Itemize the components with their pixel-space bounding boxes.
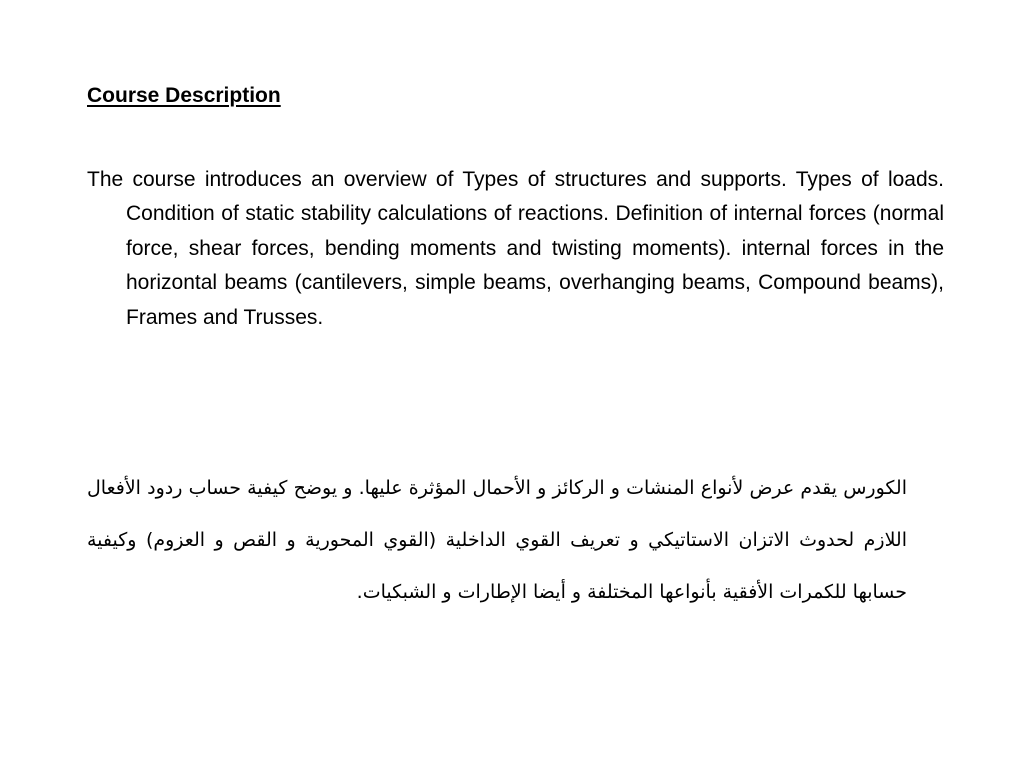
arabic-course-description: الكورس يقدم عرض لأنواع المنشات و الركائز و الأحمال المؤثرة عليها. و يوضح كيفية حساب ردود الأفعال اللازم لحدوث الاتزان الاستاتيكي و تعريف القوي الداخلية (القوي المحورية و القص و العزوم) وكيفية حسابها للكمرات الأفقية بأنواعها المختلفة و أيضا الإطارات و الشبكيات. [87, 477, 907, 603]
english-course-description: The course introduces an overview of Types of structures and supports. Types of loads. Condition of static stability calculations of reactions. Definition of internal forces (normal force, shear forces, bending moments and twisting moments). internal forces in the horizontal beams (cantilevers, simple beams, overhanging beams, Compound beams), Frames and Trusses. [87, 168, 944, 329]
course-description-heading: Course Description [87, 84, 281, 107]
